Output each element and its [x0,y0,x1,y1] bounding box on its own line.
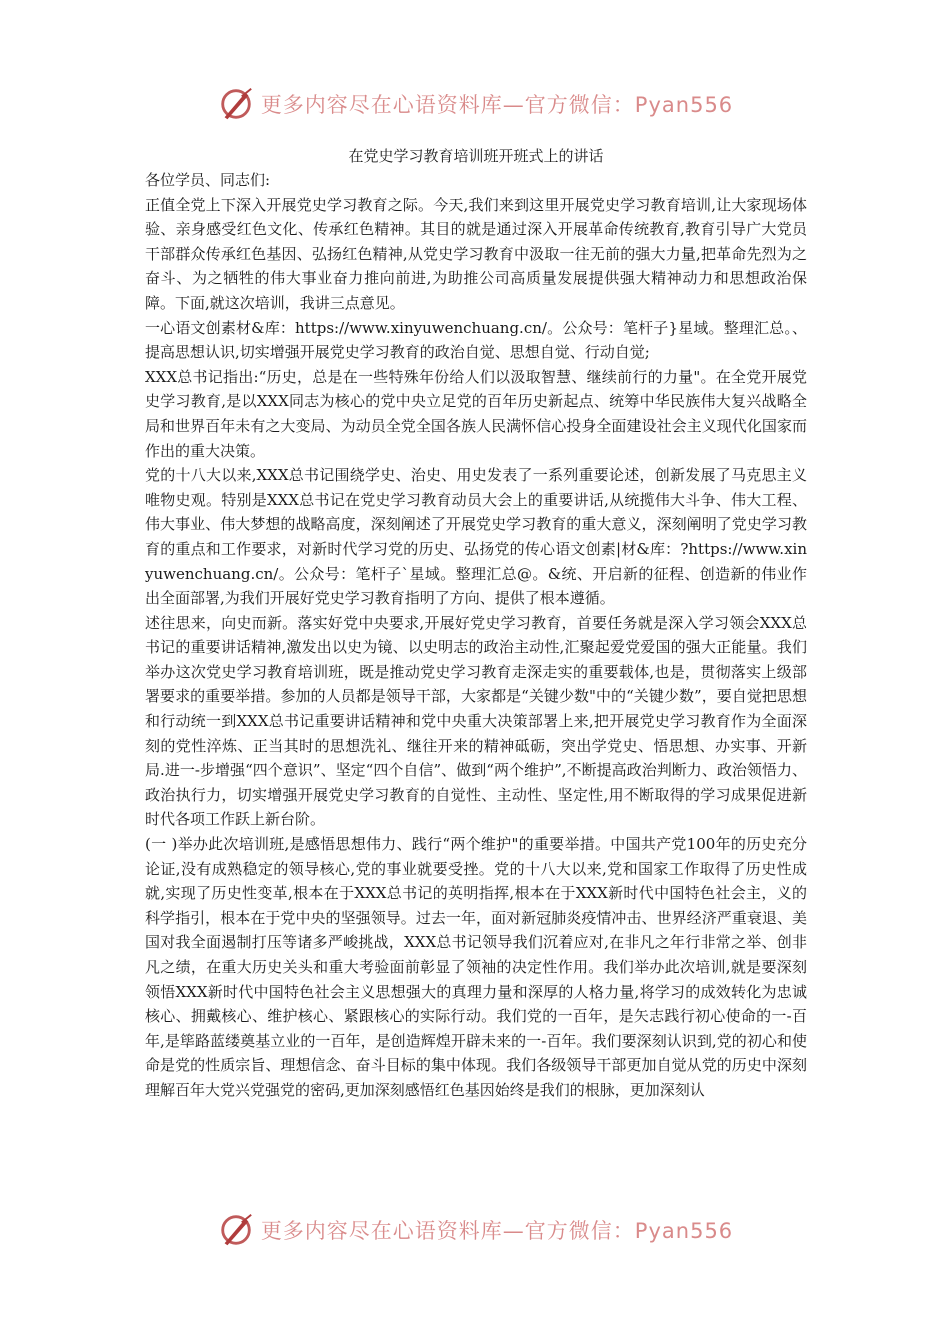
document-body [145,144,807,1103]
paragraph-history-lessons: 述往思来，向史而新。落实好党中央要求,开展好党史学习教育，首要任务就是深入学习领会XXX总书记的重要讲话精神,激发出以史为镜、以史明志的政治主动性,汇聚起爱党爱国的强大正能量。我们举办这次党史学习教育培训班，既是推动党史学习教育走深走实的重要载体,也是，贯彻落实上级部署要求的重要举措。参加的人员都是领导干部，大家都是“关键少数"中的“关键少数”，要自觉把思想和行动统一到XXX总书记重要讲话精神和党中央重大决策部署上来,把开展党史学习教育作为全面深刻的党性淬炼、正当其时的思想洗礼、继往开来的精神砥砺，突出学党史、悟思想、办实事、开新局.进一-步增强“四个意识”、坚定“四个自信”、做到“两个维护”,不断提高政治判断力、政治领悟力、政治执行力，切实增强开展党史学习教育的自觉性、主动性、坚定性,用不断取得的学习成果促进新时代各项工作跃上新台阶。 [145,613,807,829]
paragraph-eighteenth-congress: 党的十八大以来,XXX总书记围绕学史、治史、用史发表了一系列重要论述，创新发展了马克思主义唯物史观。特别是XXX总书记在党史学习教育动员大会上的重要讲话,从统揽伟大斗争、伟大工程、伟大事业、伟大梦想的战略高度，深刻阐述了开展党史学习教育的重大意义，深刻阐明了党史学习教育的重点和工作要求，对新时代学习党的历史、弘扬党的传心语文创素|材&库：?https://www.xinyuwenchuang.cn/。公众号：笔杆子`星域。整理汇总@。&统、开启新的征程、创造新的伟业作出全面部署,为我们开展好党史学习教育指明了方向、提供了根本遵循。 [145,466,807,608]
paragraph-quote: XXX总书记指出:“历史，总是在一些特殊年份给人们以汲取智慧、继续前行的力量"。在全党开展党史学习教育,是以XXX同志为核心的党中央立足党的百年历史新起点、统筹中华民族伟大复兴战略全局和世界百年未有之大变局、为动员全党全国各族人民满怀信心投身全面建设社会主义现代化国家而作出的重大决策。 [145,367,807,460]
footer-watermark-banner [0,1208,950,1252]
watermark-text: 更多内容尽在心语资料库—官方微信：Pyan556 [260,1219,734,1243]
document-title: 在党史学习教育培训班开班式上的讲话 [348,147,604,165]
header-watermark-banner [0,82,950,126]
paragraph-section-one: 一心语文创素材&库：https://www.xinyuwenchuang.cn/。公众号：笔杆子}星域。整理汇总。、提高思想认识,切实增强开展党史学习教育的政治自觉、思想自觉、行动自觉; [145,318,807,362]
paragraph-subsection-one: (一 )举办此次培训班,是感悟思想伟力、践行“两个维护"的重要举措。中国共产党100年的历史充分论证,没有成熟稳定的领导核心,党的事业就要受挫。党的十八大以来,党和国家工作取得了历史性成就,实现了历史性变革,根本在于XXX总书记的英明指挥,根本在于XXX新时代中国特色社会主，义的科学指引，根本在于党中央的坚强领导。过去一年，面对新冠肺炎疫情冲击、世界经济严重衰退、美国对我全面遏制打压等诸多严峻挑战，XXX总书记领导我们沉着应对,在非凡之年行非常之举、创非凡之绩，在重大历史关头和重大考验面前彰显了领袖的决定性作用。我们举办此次培训,就是要深刻领悟XXX新时代中国特色社会主义思想强大的真理力量和深厚的人格力量,将学习的成效转化为忠诚核心、拥戴核心、维护核心、紧跟核心的实际行动。我们党的一百年，是矢志践行初心使命的一-百年,是筚路蓝缕奠基立业的一百年，是创造辉煌开辟未来的一-百年。我们要深刻认识到,党的初心和使命是党的性质宗旨、理想信念、奋斗目标的集中体现。我们各级领导干部更加自觉从党的历史中深刻理解百年大党兴党强党的密码,更加深刻感悟红色基因始终是我们的根脉，更加深刻认 [145,835,807,1099]
paragraph-intro: 正值全党上下深入开展党史学习教育之际。今天,我们来到这里开展党史学习教育培训,让大家现场体验、亲身感受红色文化、传承红色精神。其目的就是通过深入开展革命传统教育,教育引导广大党员干部群众传承红色基因、弘扬红色精神,从党史学习教育中汲取一往无前的强大力量,把革命先烈为之奋斗、为之牺牲的伟大事业奋力推向前进,为助推公司高质量发展提供强大精神动力和思想政治保障。下面,就这次培训，我讲三点意见。 [145,195,807,312]
watermark-text: 更多内容尽在心语资料库—官方微信：Pyan556 [260,93,734,117]
paragraph-salutation: 各位学员、同志们: [145,171,271,189]
pen-quill-logo-icon [217,85,255,123]
pen-quill-logo-icon [217,1211,255,1249]
